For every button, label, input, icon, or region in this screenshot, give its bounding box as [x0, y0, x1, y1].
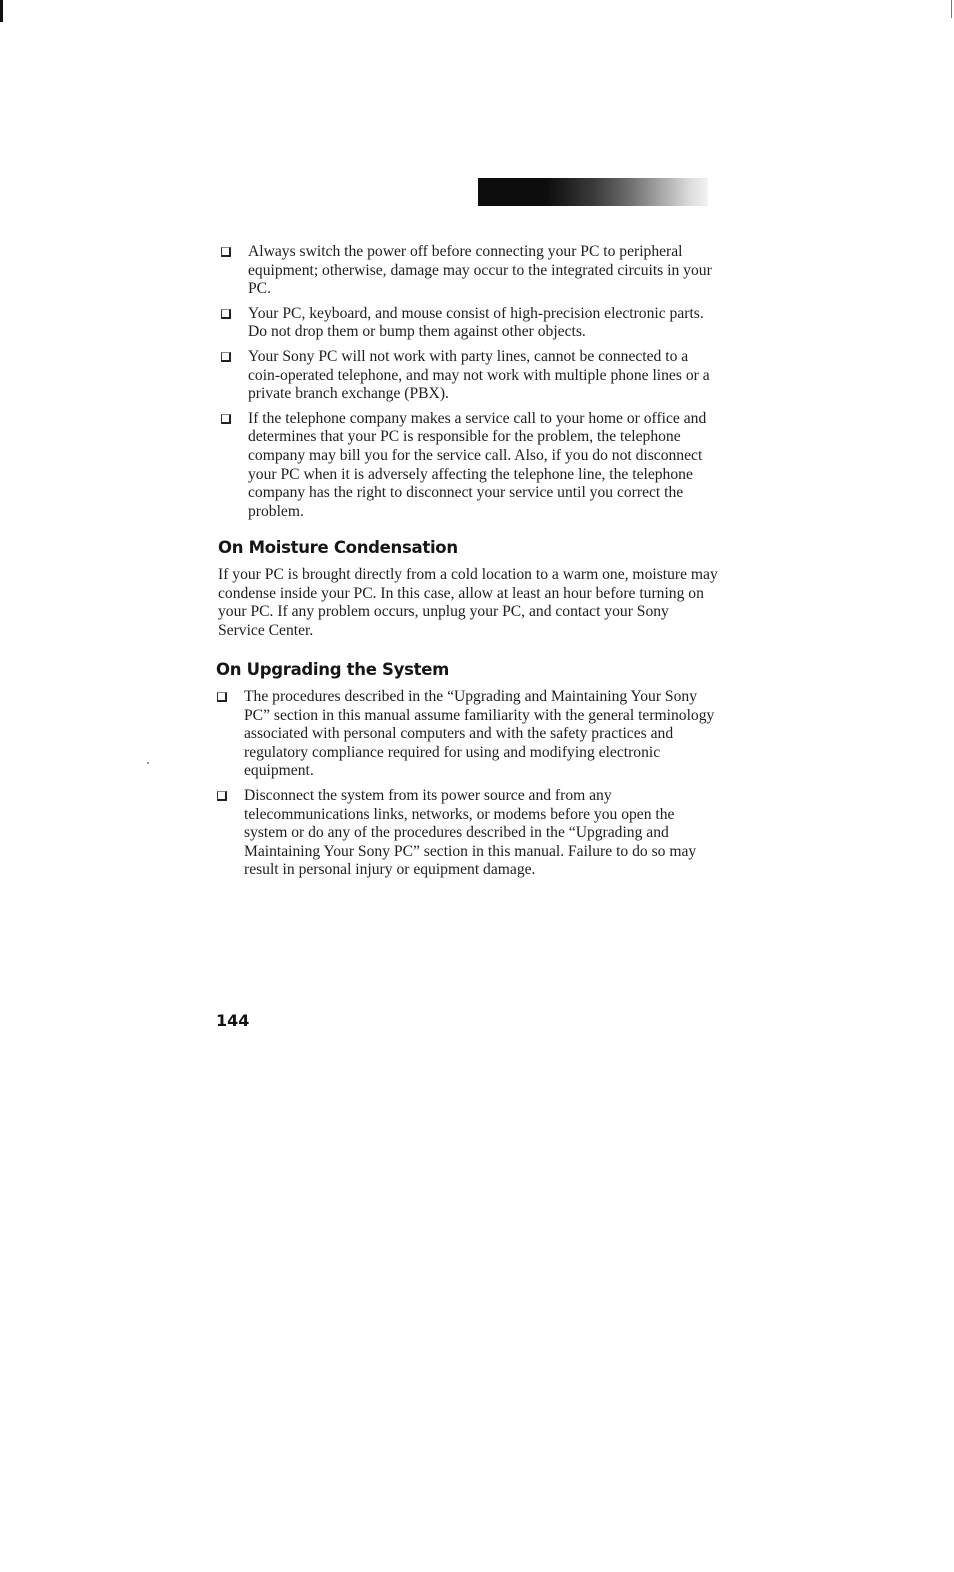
checkbox-bullet-icon [221, 309, 231, 319]
section-heading-moisture: On Moisture Condensation [218, 538, 458, 557]
page-number: 144 [216, 1011, 250, 1030]
scan-edge-mark [0, 0, 3, 22]
checkbox-bullet-icon [217, 791, 227, 801]
moisture-paragraph: If your PC is brought directly from a cold location to a warm one, moisture may condense inside your PC. In this case, allow at least an hour before turning on your PC. If any problem occurs, unplug your PC, and contact your Sony Service Center. [218, 566, 718, 639]
section-header-bar [478, 178, 708, 206]
list-item-text: Always switch the power off before connecting your PC to peripheral equipment; otherwise, damage may occur to the integrated circuits in your PC. [248, 243, 712, 298]
list-item-text: Disconnect the system from its power source and from any telecommunications links, networks, or modems before you open the system or do any of the procedures described in the “Upgrading and Maintaining Your Sony PC” section in this manual. Failure to do so may result in personal injury or equipment damage. [244, 786, 697, 879]
list-item [214, 787, 720, 880]
checkbox-bullet-icon [221, 352, 231, 362]
list-item-text: Your PC, keyboard, and mouse consist of high-precision electronic parts. Do not drop them or bump them against other objects. [248, 304, 704, 341]
scan-speck [147, 762, 149, 764]
list-item-text: Your Sony PC will not work with party lines, cannot be connected to a coin-operated telephone, and may not work with multiple phone lines or a private branch exchange (PBX). [248, 347, 710, 403]
list-item [218, 348, 724, 404]
list-item [214, 688, 720, 781]
list-item [218, 243, 724, 299]
list-item-text: The procedures described in the “Upgrading and Maintaining Your Sony PC” section in this manual assume familiarity with the general terminology associated with personal computers and with the safety practices and regulatory compliance required for using and modifying electronic equipment. [244, 688, 715, 780]
list-item-text: If the telephone company makes a service call to your home or office and determines that your PC is responsible for the problem, the telephone company may bill you for the service call. Also, if you do not disconnect your PC when it is adversely affecting the telephone line, the telephone company has the right to disconnect your service until you correct the problem. [248, 409, 707, 520]
precautions-list [218, 243, 724, 527]
list-item [218, 410, 724, 522]
checkbox-bullet-icon [221, 247, 231, 257]
checkbox-bullet-icon [217, 692, 227, 702]
upgrading-list [214, 688, 720, 886]
checkbox-bullet-icon [221, 414, 231, 424]
list-item [218, 305, 724, 342]
scan-edge-mark [951, 0, 952, 18]
section-heading-upgrading: On Upgrading the System [216, 660, 449, 679]
